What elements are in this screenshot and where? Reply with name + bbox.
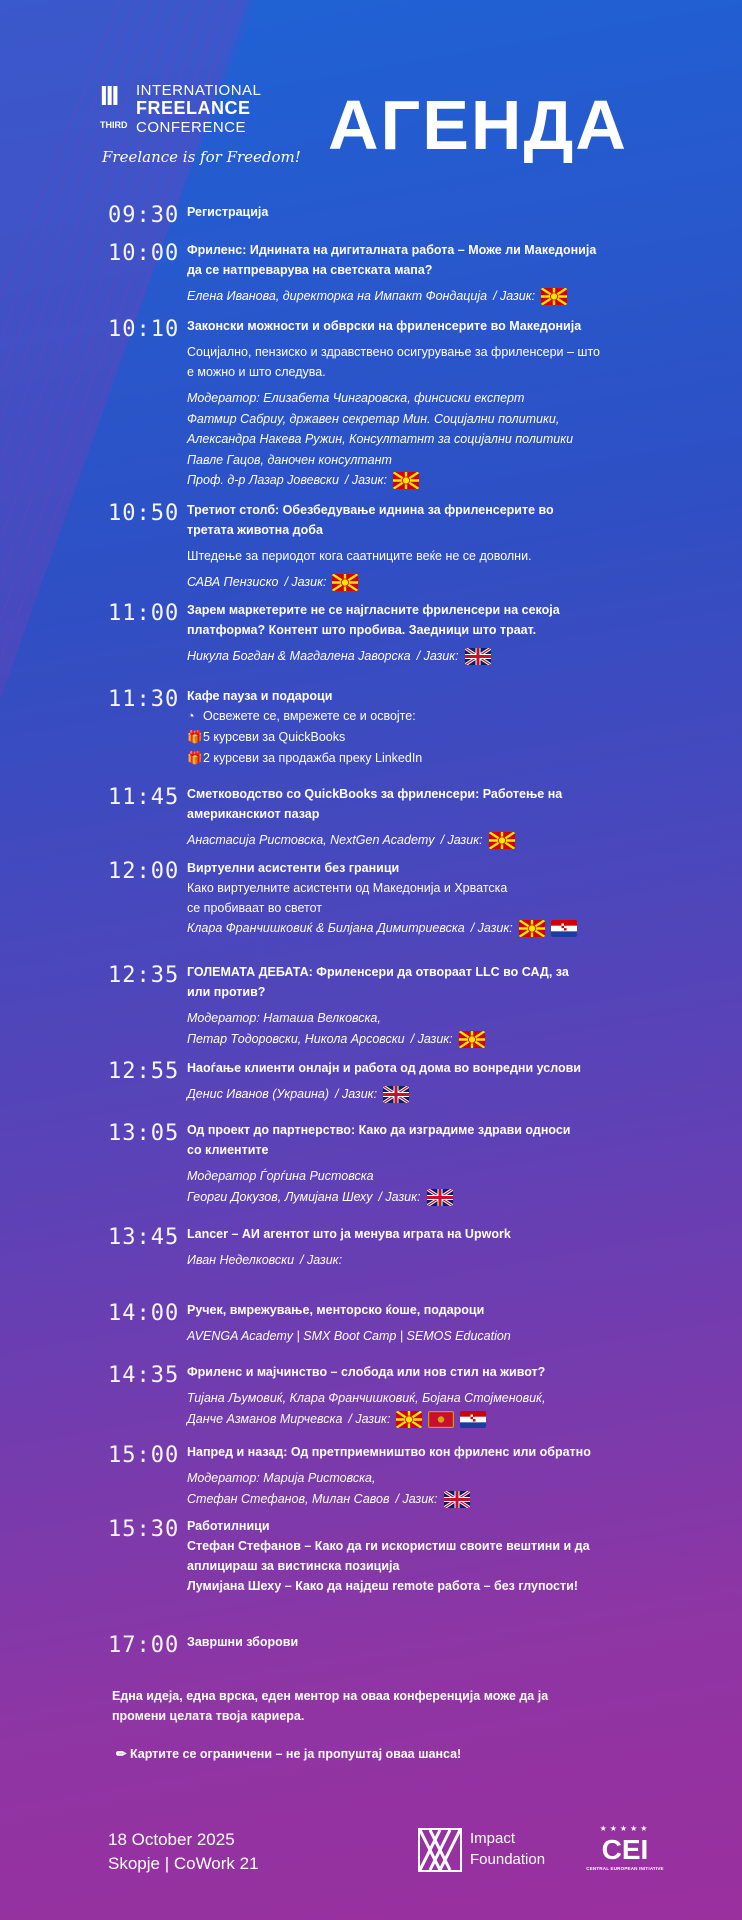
agenda-content	[187, 1224, 627, 1271]
agenda-speakers-line	[187, 409, 627, 430]
speaker-text: Данче Азманов Мирчевска	[187, 1411, 343, 1426]
agenda-content	[187, 1362, 627, 1429]
agenda-title-line: Завршни зборови	[187, 1635, 299, 1649]
agenda-content	[187, 686, 627, 769]
pencil-icon: ✏	[116, 1747, 127, 1761]
agenda-title-line: со клиентите	[187, 1143, 269, 1157]
agenda-content	[187, 1120, 627, 1207]
language-label: / Јазик:	[348, 1411, 391, 1426]
agenda-title-line: Ручек, вмрежување, менторско ќоше, подароци	[187, 1303, 485, 1317]
speaker-text: Модератор Ѓорѓина Ристовска	[187, 1169, 374, 1183]
agenda-description-line: е можно и што следува.	[187, 365, 326, 379]
agenda-title-line: платформа? Контент што пробива. Заедници што траат.	[187, 623, 537, 637]
agenda-speakers-line	[187, 1029, 627, 1050]
agenda-content	[187, 1632, 627, 1652]
agenda-time: 13:05	[108, 1121, 180, 1146]
logo-line-freelance: FREELANCE	[136, 98, 251, 118]
gift-icon: 🎁	[187, 730, 203, 744]
logo-third: THIRD	[100, 120, 128, 130]
closing-message	[112, 1686, 632, 1726]
agenda-content	[187, 600, 627, 667]
flag-mk-icon	[489, 832, 515, 849]
agenda-time: 15:30	[108, 1517, 180, 1542]
speaker-text: Денис Иванов (Украина)	[187, 1087, 330, 1101]
agenda-content	[187, 202, 627, 222]
speaker-text: Тијана Љумовиќ, Клара Франчишковиќ, Бојана Стојменовиќ,	[187, 1391, 546, 1405]
agenda-title-line: Регистрација	[187, 205, 269, 219]
language-label: / Јазик:	[395, 1491, 438, 1506]
closing-cta	[116, 1746, 461, 1761]
cei-subtitle: CENTRAL EUROPEAN INITIATIVE	[586, 1866, 664, 1871]
agenda-content	[187, 858, 627, 939]
cei-text: CEI	[601, 1834, 649, 1865]
agenda-time: 11:30	[108, 687, 180, 712]
agenda-description-line: Штедење за периодот кога саатниците веќе не се доволни.	[187, 549, 532, 563]
speaker-text: Иван Неделковски	[187, 1253, 295, 1267]
bullet-text: Освежете се, вмрежете се и освојте:	[203, 709, 416, 723]
gift-icon: 🎁	[187, 751, 203, 765]
agenda-time: 13:45	[108, 1225, 180, 1250]
agenda-title-line: Кафе пауза и подароци	[187, 689, 333, 703]
event-place: Skopje | CoWork 21	[108, 1854, 259, 1873]
stars-icon: ★★★★★	[599, 1824, 651, 1833]
speaker-text: Модератор: Елизабета Чингаровска, финсиски експерт	[187, 391, 525, 405]
agenda-content	[187, 784, 627, 851]
flag-uk-icon	[444, 1491, 470, 1508]
agenda-time: 10:10	[108, 317, 180, 342]
flag-mk-icon	[541, 288, 567, 305]
speaker-text: Проф. д-р Лазар Јовевски	[187, 473, 339, 487]
event-info	[108, 1828, 259, 1876]
agenda-title-line: Фриленс и мајчинство – слобода или нов стил на живот?	[187, 1365, 546, 1379]
speaker-text: Никула Богдан & Магдалена Јаворска	[187, 649, 411, 663]
speaker-text: Фатмир Сабриу, државен секретар Мин. Социјални политики,	[187, 411, 560, 426]
agenda-time: 11:45	[108, 785, 180, 810]
logo-roman-numeral: III	[100, 80, 118, 111]
logo-line-conference: CONFERENCE	[136, 119, 247, 136]
agenda-speakers-line	[187, 1409, 627, 1430]
workshop-line: Стефан Стефанов – Како да ги искористиш своите вештини и да	[187, 1539, 590, 1553]
flag-mk-icon	[396, 1411, 422, 1428]
agenda-content	[187, 500, 627, 593]
impact-line-1: Impact	[470, 1830, 516, 1847]
agenda-content	[187, 1442, 627, 1509]
closing-line-2: промени целата твоја кариера.	[112, 1709, 305, 1723]
agenda-content	[187, 1300, 627, 1347]
language-label: / Јазик:	[410, 1031, 453, 1046]
agenda-title-line: третата животна доба	[187, 523, 323, 537]
agenda-content	[187, 1058, 627, 1105]
agenda-time: 17:00	[108, 1633, 180, 1658]
agenda-content	[187, 962, 627, 1049]
flag-hr-icon	[460, 1411, 486, 1428]
agenda-description-line: се пробиваат во светот	[187, 901, 323, 915]
agenda-speakers-line	[187, 918, 627, 939]
event-date: 18 October 2025	[108, 1830, 235, 1849]
flag-me-icon	[428, 1411, 454, 1428]
agenda-speakers-line	[187, 572, 627, 593]
language-label: / Јазик:	[493, 289, 536, 303]
agenda-title-line: Напред и назад: Од претприемништво кон фриленс или обратно	[187, 1445, 591, 1459]
agenda-time: 15:00	[108, 1443, 180, 1468]
language-label: / Јазик:	[440, 833, 483, 847]
agenda-speakers-line	[187, 388, 627, 409]
refresh-icon: ◔	[187, 709, 195, 723]
agenda-speakers-line	[187, 1166, 627, 1187]
speaker-text: Елена Иванова, директорка на Импакт Фондација	[187, 289, 488, 303]
cei-logo	[580, 1824, 670, 1874]
agenda-content	[187, 240, 627, 307]
agenda-speakers-line	[187, 1388, 627, 1409]
agenda-time: 14:35	[108, 1363, 180, 1388]
agenda-time: 14:00	[108, 1301, 180, 1326]
language-label: / Јазик:	[284, 575, 327, 589]
flag-mk-icon	[332, 574, 358, 591]
bullet-item	[187, 727, 627, 748]
agenda-title-line: Законски можности и обврски на фриленсерите во Македонија	[187, 319, 582, 333]
speaker-text: Павле Гацов, даночен консултант	[187, 452, 392, 467]
bullet-text: 2 курсеви за продажба преку LinkedIn	[203, 751, 423, 765]
flag-mk-icon	[519, 920, 545, 937]
bullet-item	[187, 706, 627, 727]
page-title: АГЕНДА	[328, 86, 628, 164]
agenda-time: 12:00	[108, 859, 180, 884]
logo-line-international: INTERNATIONAL	[136, 82, 262, 99]
flag-uk-icon	[427, 1189, 453, 1206]
speaker-text: Анастасија Ристовска, NextGen Academy	[187, 833, 435, 847]
agenda-title-line: Работилници	[187, 1519, 270, 1533]
flag-mk-icon	[459, 1031, 485, 1048]
language-label: / Јазик:	[335, 1087, 378, 1101]
agenda-speakers-line	[187, 1468, 627, 1489]
agenda-time: 12:55	[108, 1059, 180, 1084]
agenda-title-line: Lancer – АИ агентот што ја менува играта на Upwork	[187, 1227, 511, 1241]
agenda-title-line: да се натпреварува на светската мапа?	[187, 263, 433, 277]
flag-uk-icon	[383, 1086, 409, 1103]
speaker-text: САВА Пензиско	[187, 575, 279, 589]
agenda-speakers-line	[187, 1008, 627, 1029]
agenda-title-line: Фриленс: Иднината на дигиталната работа – Може ли Македонија	[187, 243, 597, 257]
agenda-time: 10:00	[108, 241, 180, 266]
closing-cta-text: Картите се ограничени – не ја пропуштај оваа шанса!	[129, 1747, 462, 1761]
agenda-title-line: ГОЛЕМАТА ДЕБАТА: Фриленсери да отвораат LLC во САД, за	[187, 965, 569, 979]
flag-uk-icon	[465, 648, 491, 665]
language-label: / Јазик:	[416, 649, 459, 663]
speaker-text: AVENGA Academy | SMX Boot Camp | SEMOS Education	[187, 1329, 511, 1343]
agenda-speakers-line	[187, 286, 627, 307]
agenda-title-line: Зарем маркетерите не се најгласните фриленсери на секоја	[187, 603, 560, 617]
conference-logo	[100, 80, 300, 170]
language-label: / Јазик:	[378, 1189, 421, 1204]
bullet-text: 5 курсеви за QuickBooks	[203, 730, 346, 744]
agenda-title-line: Од проект до партнерство: Како да изградиме здрави односи	[187, 1123, 571, 1137]
language-label: / Јазик:	[344, 473, 387, 487]
language-label: / Јазик:	[470, 921, 513, 935]
agenda-time: 12:35	[108, 963, 180, 988]
speaker-text: Клара Франчишковиќ & Билјана Димитриевска	[187, 921, 465, 935]
speaker-text: Петар Тодоровски, Никола Арсовски	[187, 1031, 405, 1046]
agenda-speakers-line	[187, 1084, 627, 1105]
agenda-time: 11:00	[108, 601, 180, 626]
flag-mk-icon	[393, 472, 419, 489]
agenda-title-line: Сметководство со QuickBooks за фриленсери: Работење на	[187, 787, 563, 801]
agenda-title-line: Наоѓање клиенти онлајн и работа од дома во вонредни услови	[187, 1061, 581, 1075]
speaker-text: Модератор: Марија Ристовска,	[187, 1471, 376, 1485]
agenda-time: 10:50	[108, 501, 180, 526]
agenda-speakers-line	[187, 830, 627, 851]
agenda-content	[187, 316, 627, 491]
agenda-time: 09:30	[108, 203, 180, 228]
agenda-speakers-line	[187, 1250, 627, 1271]
impact-foundation-logo	[418, 1828, 568, 1872]
agenda-description-line: Социјално, пензиско и здравствено осигурување за фриленсери – што	[187, 345, 601, 359]
impact-mark-icon	[418, 1828, 462, 1872]
agenda-speakers-line	[187, 1326, 627, 1347]
agenda-speakers-line	[187, 450, 627, 471]
agenda-speakers-line	[187, 429, 627, 450]
agenda-title-line: или против?	[187, 985, 266, 999]
agenda-description-line: Како виртуелните асистенти од Македонија и Хрватска	[187, 881, 508, 895]
agenda-speakers-line	[187, 470, 627, 491]
agenda-speakers-line	[187, 646, 627, 667]
impact-line-2: Foundation	[470, 1851, 546, 1868]
speaker-text: Александра Накева Ружин, Консултатнт за социјални политики	[187, 432, 574, 446]
bullet-item	[187, 748, 627, 769]
agenda-content	[187, 1516, 627, 1596]
language-label: / Јазик:	[300, 1253, 343, 1267]
speaker-text: Стефан Стефанов, Милан Савов	[187, 1491, 390, 1506]
closing-line-1: Една идеја, една врска, еден ментор на оваа конференција може да ја	[112, 1689, 549, 1703]
workshop-line: аплицираш за вистинска позиција	[187, 1559, 400, 1573]
logo-slogan: Freelance is for Freedom!	[102, 148, 301, 166]
agenda-speakers-line	[187, 1489, 627, 1510]
agenda-title-line: американскиот пазар	[187, 807, 320, 821]
agenda-title-line: Виртуелни асистенти без граници	[187, 861, 400, 875]
agenda-title-line: Третиот столб: Обезбедување иднина за фриленсерите во	[187, 503, 554, 517]
speaker-text: Модератор: Наташа Велковска,	[187, 1011, 381, 1025]
speaker-text: Георги Докузов, Лумијана Шеху	[187, 1189, 373, 1204]
workshop-line: Лумијана Шеху – Како да најдеш remote работа – без глупости!	[187, 1579, 578, 1593]
agenda-speakers-line	[187, 1187, 627, 1208]
flag-hr-icon	[551, 920, 577, 937]
